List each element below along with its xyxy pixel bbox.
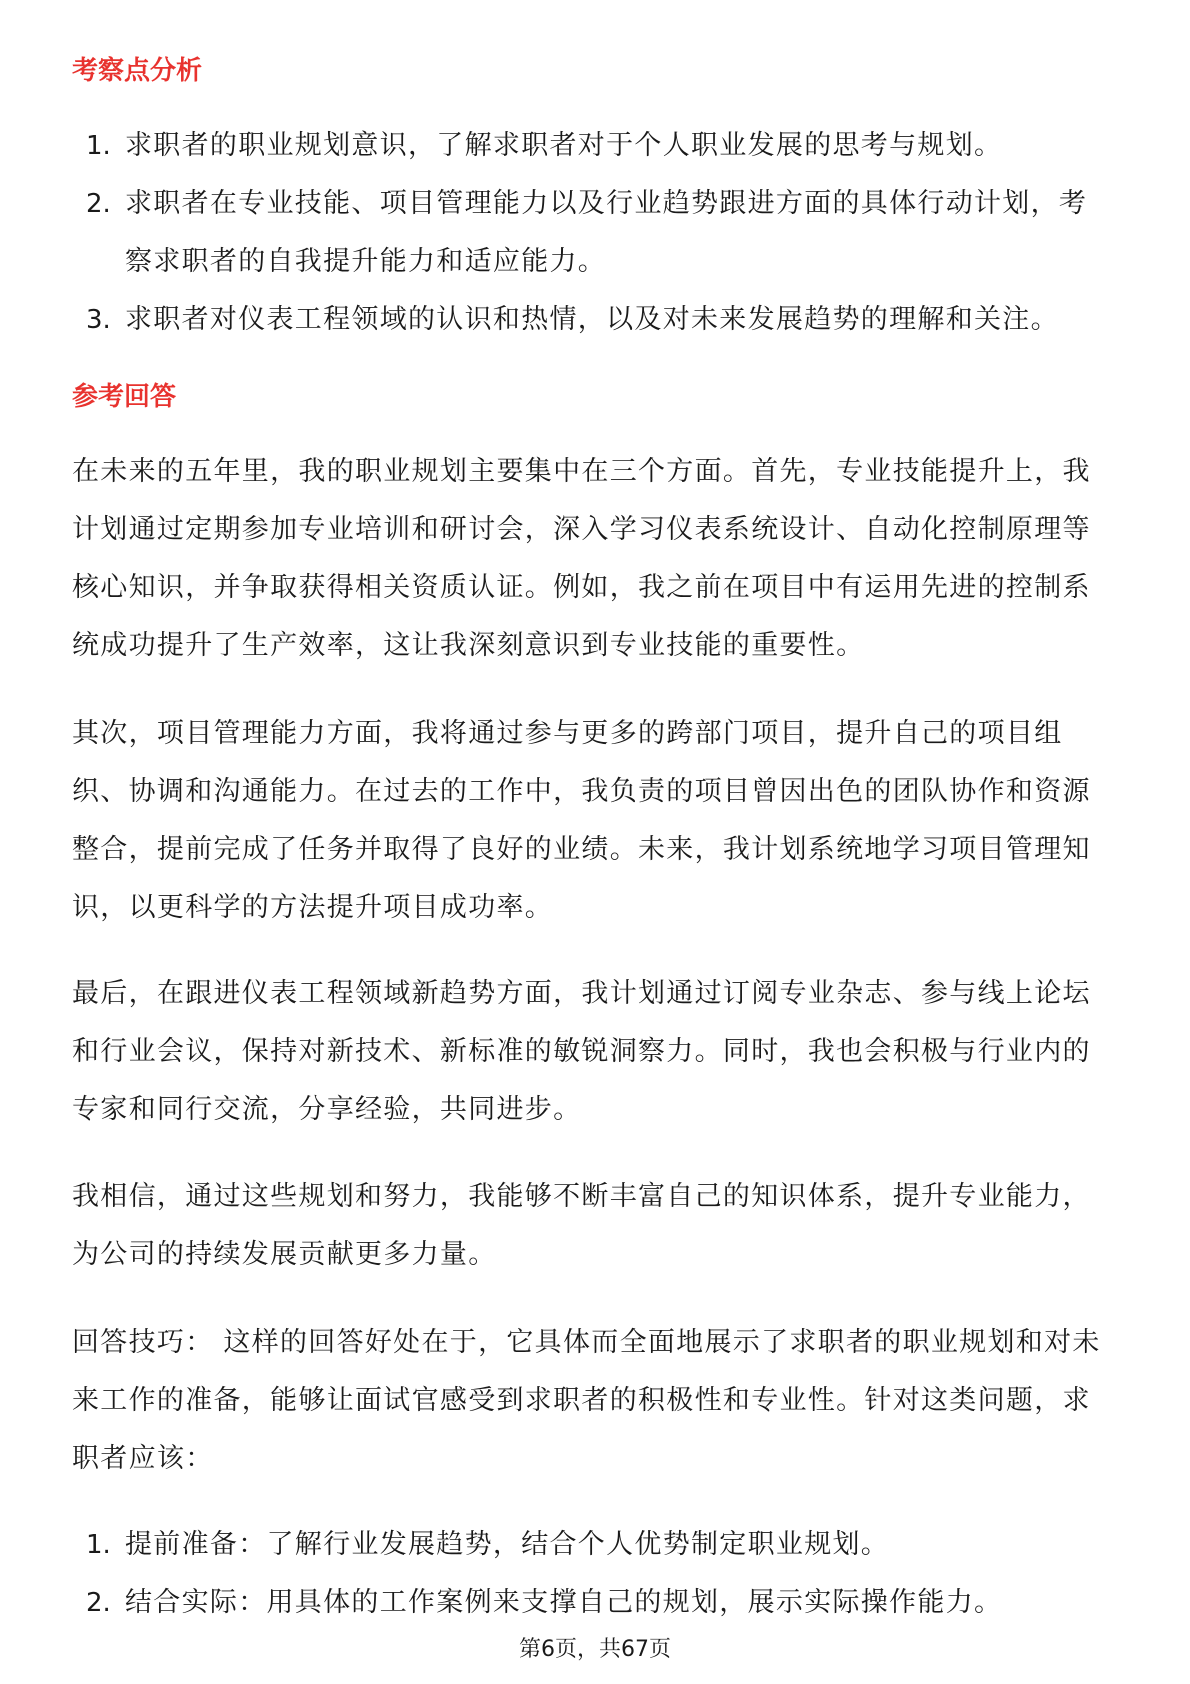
text-line: 回答技巧： 这样的回答好处在于，它具体而全面地展示了求职者的职业规划和对未 — [72, 1327, 1101, 1358]
section-heading-answer: 参考回答 — [72, 382, 177, 412]
list-number: 1. — [86, 1530, 111, 1560]
section-heading-analysis: 考察点分析 — [72, 56, 203, 86]
text-line: 求职者在专业技能、项目管理能力以及行业趋势跟进方面的具体行动计划，考 — [125, 188, 1088, 219]
answer-paragraph — [72, 1314, 1152, 1488]
answer-paragraph — [72, 705, 1152, 937]
list-item — [72, 291, 1152, 349]
text-line: 织、协调和沟通能力。在过去的工作中，我负责的项目曾因出色的团队协作和资源 — [72, 776, 1091, 807]
text-line: 在未来的五年里，我的职业规划主要集中在三个方面。首先，专业技能提升上，我 — [72, 456, 1091, 487]
answer-paragraph — [72, 1168, 1152, 1284]
text-line: 计划通过定期参加专业培训和研讨会，深入学习仪表系统设计、自动化控制原理等 — [72, 514, 1091, 545]
text-line: 识，以更科学的方法提升项目成功率。 — [72, 892, 554, 923]
text-line: 提前准备：了解行业发展趋势，结合个人优势制定职业规划。 — [125, 1529, 890, 1560]
list-item — [72, 1574, 1152, 1632]
text-line: 来工作的准备，能够让面试官感受到求职者的积极性和专业性。针对这类问题，求 — [72, 1385, 1091, 1416]
text-line: 求职者的职业规划意识，了解求职者对于个人职业发展的思考与规划。 — [125, 130, 1003, 161]
answer-paragraph — [72, 443, 1152, 675]
text-line: 察求职者的自我提升能力和适应能力。 — [125, 246, 607, 277]
analysis-list — [72, 117, 1152, 349]
tips-list — [72, 1516, 1152, 1632]
text-line: 和行业会议，保持对新技术、新标准的敏锐洞察力。同时，我也会积极与行业内的 — [72, 1036, 1091, 1067]
text-line: 我相信，通过这些规划和努力，我能够不断丰富自己的知识体系，提升专业能力， — [72, 1181, 1091, 1212]
text-line: 其次，项目管理能力方面，我将通过参与更多的跨部门项目，提升自己的项目组 — [72, 718, 1063, 749]
text-line: 求职者对仪表工程领域的认识和热情，以及对未来发展趋势的理解和关注。 — [125, 304, 1059, 335]
text-line: 最后，在跟进仪表工程领域新趋势方面，我计划通过订阅专业杂志、参与线上论坛 — [72, 978, 1091, 1009]
text-line: 统成功提升了生产效率，这让我深刻意识到专业技能的重要性。 — [72, 630, 865, 661]
text-line: 专家和同行交流，分享经验，共同进步。 — [72, 1094, 582, 1125]
text-line: 整合，提前完成了任务并取得了良好的业绩。未来，我计划系统地学习项目管理知 — [72, 834, 1091, 865]
list-item — [72, 175, 1152, 291]
list-item — [72, 1516, 1152, 1574]
text-line: 职者应该： — [72, 1443, 214, 1474]
list-number: 2. — [86, 1588, 111, 1618]
text-line: 核心知识，并争取获得相关资质认证。例如，我之前在项目中有运用先进的控制系 — [72, 572, 1091, 603]
list-number: 2. — [86, 189, 111, 219]
text-line: 结合实际：用具体的工作案例来支撑自己的规划，展示实际操作能力。 — [125, 1587, 1003, 1618]
list-number: 1. — [86, 131, 111, 161]
answer-paragraph — [72, 965, 1152, 1139]
text-line: 为公司的持续发展贡献更多力量。 — [72, 1239, 497, 1270]
list-number: 3. — [86, 305, 111, 335]
list-item — [72, 117, 1152, 175]
page-number: 第6页，共67页 — [519, 1637, 671, 1662]
